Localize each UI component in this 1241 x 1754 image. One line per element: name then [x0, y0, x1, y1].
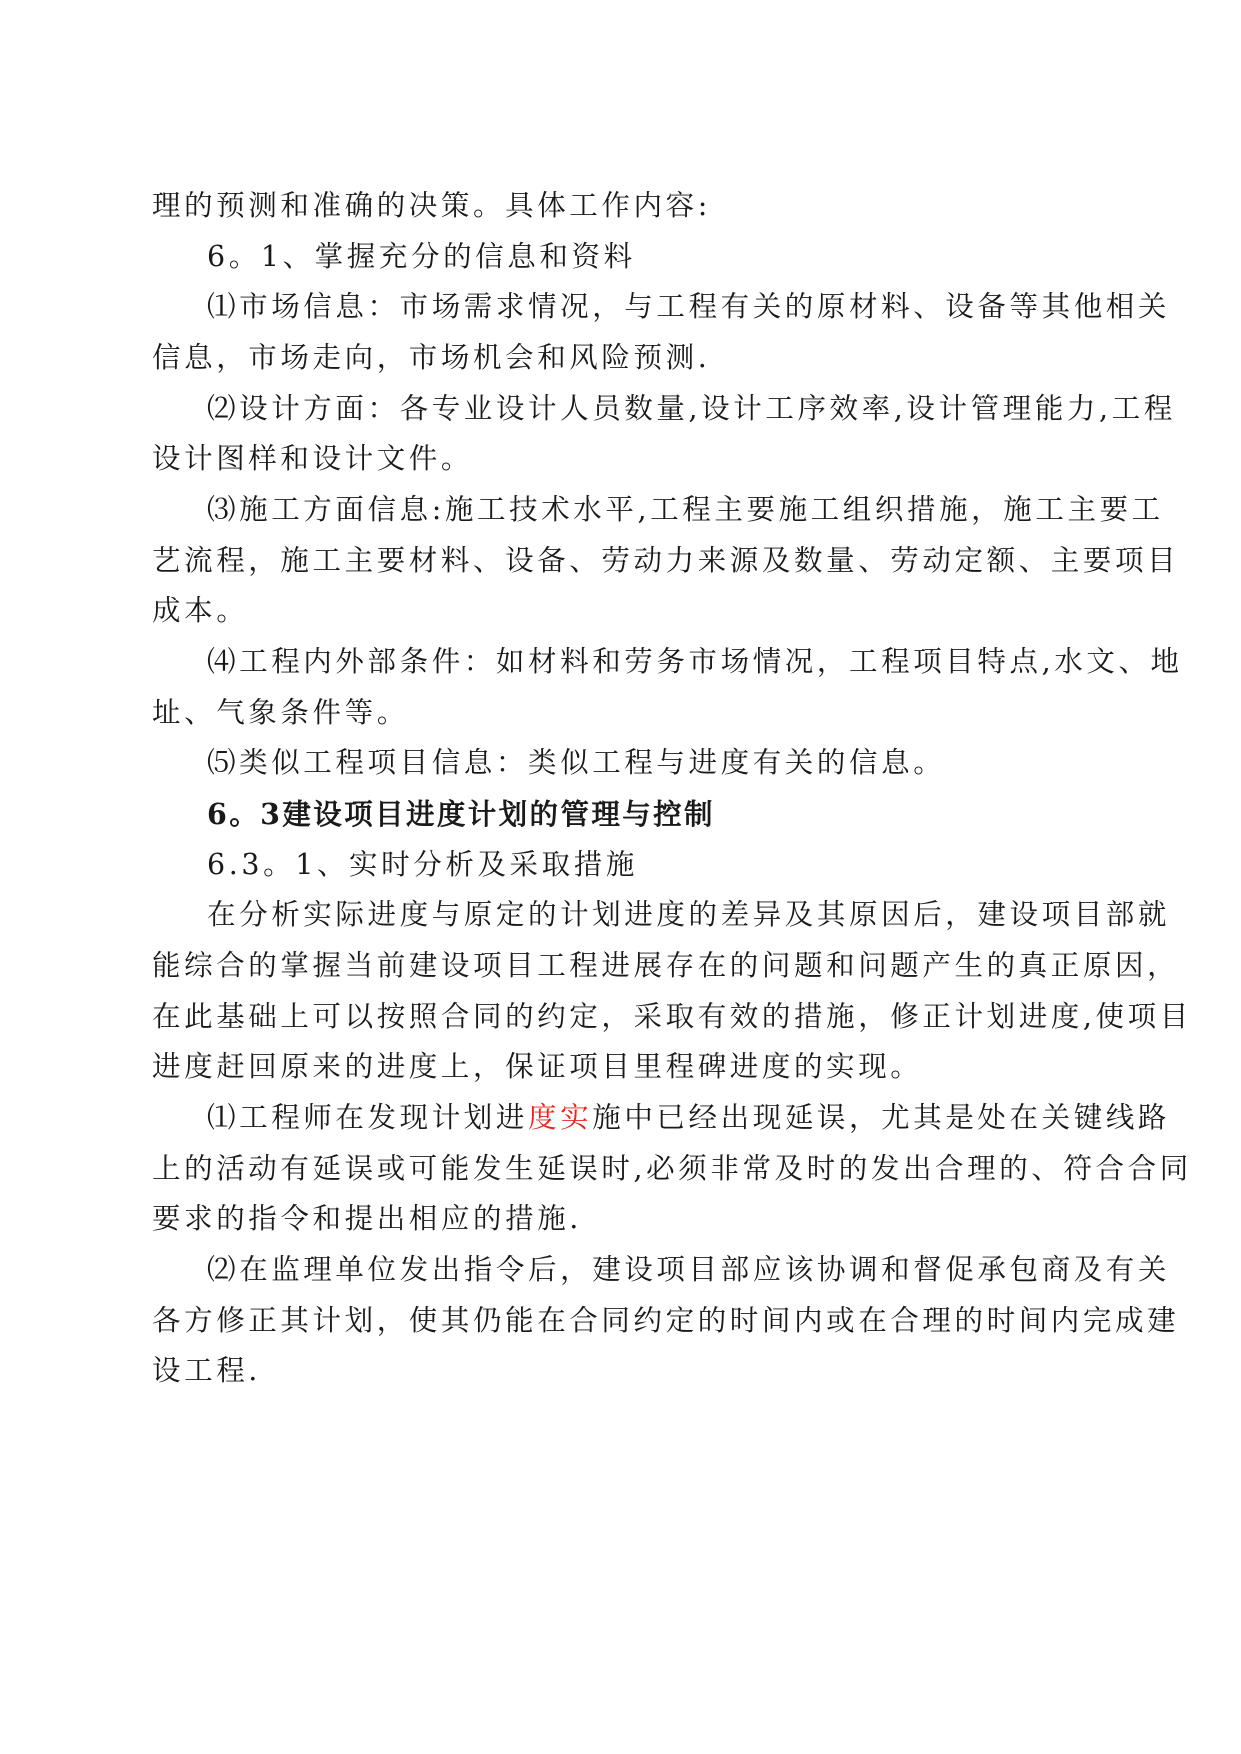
paragraph-line: 能综合的掌握当前建设项目工程进展存在的问题和问题产生的真正原因， — [152, 949, 1180, 982]
list-item-1-line: ⑴市场信息：市场需求情况，与工程有关的原材料、设备等其他相关 — [207, 290, 1171, 323]
section-heading-6-3: 6。3建设项目进度计划的管理与控制 — [207, 797, 715, 831]
paragraph-line: 要求的指令和提出相应的措施. — [152, 1202, 582, 1235]
list-item-3-line: ⑶施工方面信息:施工技术水平,工程主要施工组织措施，施工主要工 — [207, 493, 1164, 526]
paragraph-line: ⑵在监理单位发出指令后，建设项目部应该协调和督促承包商及有关 — [207, 1253, 1171, 1286]
paragraph-line: 上的活动有延误或可能发生延误时,必须非常及时的发出合理的、符合合同 — [152, 1152, 1192, 1185]
list-item-3-line: 艺流程，施工主要材料、设备、劳动力来源及数量、劳动定额、主要项目 — [152, 544, 1180, 577]
highlighted-text: 度实 — [528, 1101, 593, 1134]
list-item-5-line: ⑸类似工程项目信息：类似工程与进度有关的信息。 — [207, 746, 946, 779]
paragraph-line: 在此基础上可以按照合同的约定，采取有效的措施，修正计划进度,使项目 — [152, 1000, 1192, 1033]
text-segment: 施中已经出现延误，尤其是处在关键线路 — [592, 1101, 1171, 1134]
list-item-3-line: 成本。 — [152, 594, 249, 627]
paragraph-line: 理的预测和准确的决策。具体工作内容: — [152, 189, 711, 222]
list-item-4-line: ⑷工程内外部条件：如材料和劳务市场情况，工程项目特点,水文、地 — [207, 645, 1183, 678]
paragraph-line: 设工程. — [152, 1354, 261, 1387]
list-item-2-line: ⑵设计方面：各专业设计人员数量,设计工序效率,设计管理能力,工程 — [207, 392, 1176, 425]
text-segment: ⑴工程师在发现计划进 — [207, 1101, 529, 1134]
paragraph-line-with-highlight — [207, 1098, 1171, 1138]
list-item-4-line: 址、气象条件等。 — [152, 696, 409, 729]
section-heading-6-1: 6。1、掌握充分的信息和资料 — [207, 240, 636, 273]
paragraph-line: 各方修正其计划，使其仍能在合同约定的时间内或在合理的时间内完成建 — [152, 1304, 1180, 1337]
paragraph-line: 在分析实际进度与原定的计划进度的差异及其原因后，建设项目部就 — [207, 898, 1171, 931]
list-item-2-line: 设计图样和设计文件。 — [152, 442, 474, 475]
list-item-1-line: 信息，市场走向，市场机会和风险预测. — [152, 341, 711, 374]
subsection-heading-6-3-1: 6.3。1、实时分析及采取措施 — [207, 848, 638, 881]
paragraph-line: 进度赶回原来的进度上，保证项目里程碑进度的实现。 — [152, 1050, 923, 1083]
